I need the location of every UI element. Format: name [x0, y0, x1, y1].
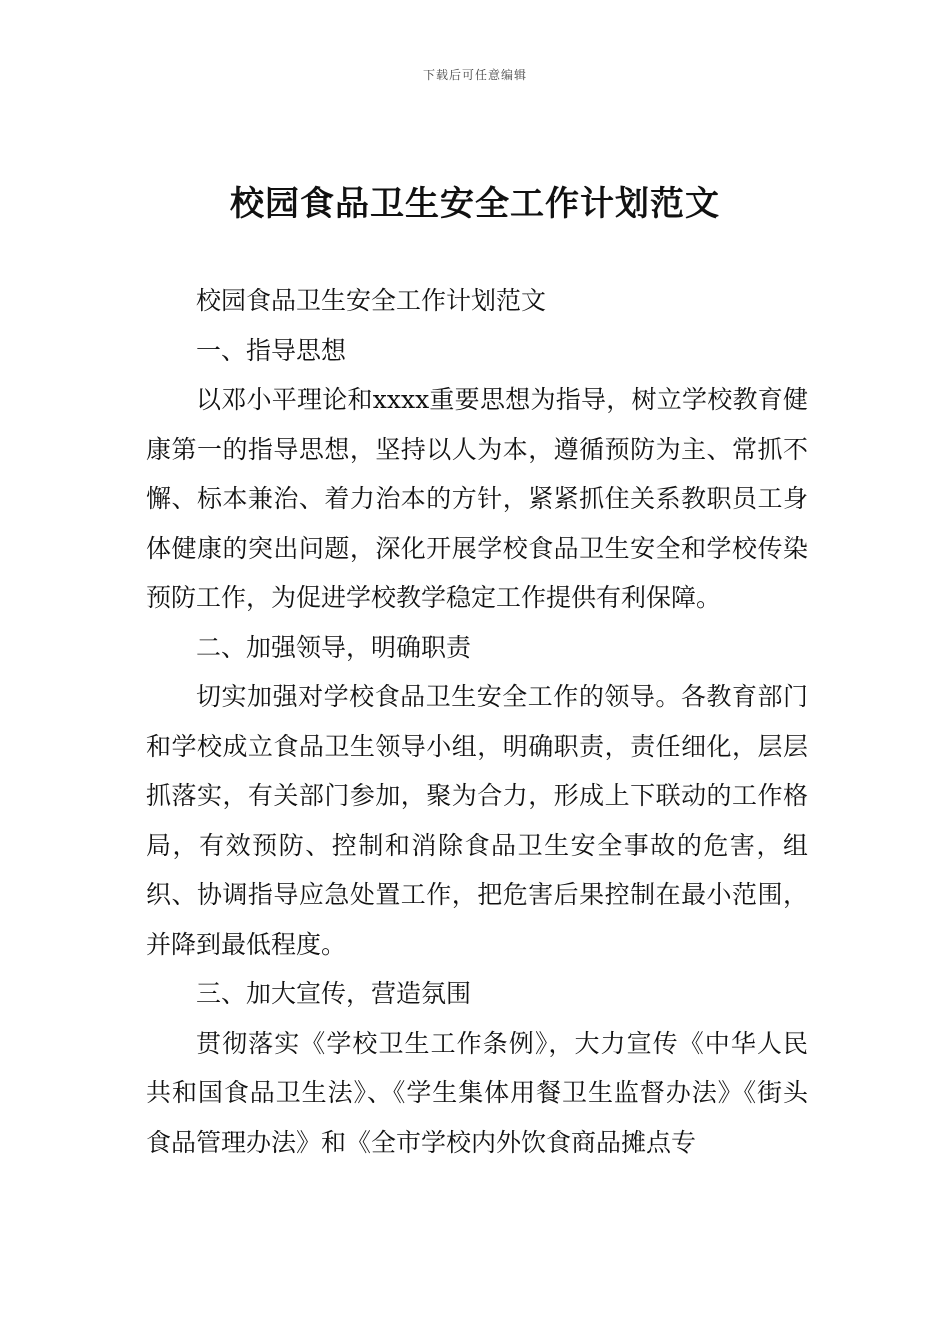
document-title: 校园食品卫生安全工作计划范文 [230, 184, 720, 224]
paragraph-publicity: 贯彻落实《学校卫生工作条例》，大力宣传《中华人民共和国食品卫生法》、《学生集体用餐卫生监督办法》《街头食品管理办法》和《全市学校内外饮食商品摊点专 [146, 1028, 808, 1157]
section-heading-1: 一、指导思想 [196, 335, 347, 365]
header-note: 下载后可任意编辑 [422, 68, 527, 82]
paragraph-leadership: 切实加强对学校食品卫生安全工作的领导。各教育部门和学校成立食品卫生领导小组，明确职责，责任细化，层层抓落实，有关部门参加，聚为合力，形成上下联动的工作格局，有效预防、控制和消除食品卫生安全事故的危害，组织、协调指导应急处置工作，把危害后果控制在最小范围，并降到最低程度。 [146, 682, 808, 959]
document-body [146, 276, 808, 1167]
paragraph-guiding-thought: 以邓小平理论和xxxx重要思想为指导，树立学校教育健康第一的指导思想，坚持以人为本，遵循预防为主、常抓不懈、标本兼治、着力治本的方针，紧紧抓住关系教职员工身体健康的突出问题，深化开展学校食品卫生安全和学校传染预防工作，为促进学校教学稳定工作提供有利保障。 [146, 385, 808, 612]
section-heading-3: 三、加大宣传，营造氛围 [196, 979, 472, 1008]
section-heading-2: 二、加强领导，明确职责 [196, 632, 472, 662]
paragraph-subtitle: 校园食品卫生安全工作计划范文 [196, 286, 547, 315]
